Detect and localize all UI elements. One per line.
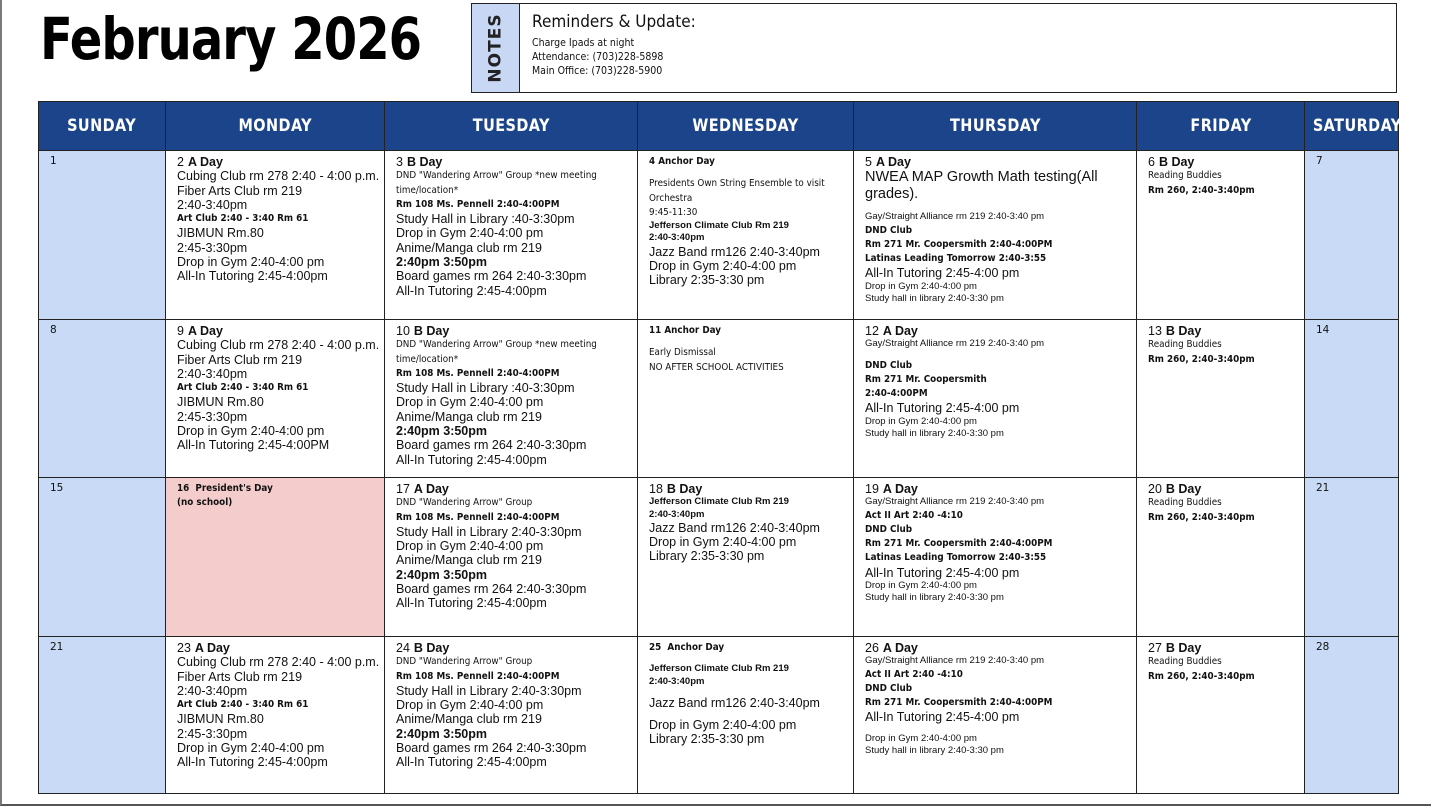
day-cell-tuesday <box>385 151 638 320</box>
day-heading <box>649 324 820 338</box>
day-number: 15 <box>50 482 64 494</box>
event-line: All-In Tutoring 2:45-4:00 pm <box>865 565 1020 580</box>
day-heading <box>1148 641 1294 655</box>
event-line: 2:40pm 3:50pm <box>396 567 488 582</box>
week-row <box>39 320 1399 478</box>
event-line: Reading Buddies <box>1148 339 1222 351</box>
day-cell-friday <box>1137 637 1305 794</box>
weekday-header-thursday: THURSDAY <box>854 102 1137 151</box>
event-line: 2:40pm 3:50pm <box>396 726 488 741</box>
event-line: All-In Tutoring 2:45-4:00pm <box>177 755 328 770</box>
event-line: Study hall in library 2:40-3:30 pm <box>865 592 1004 604</box>
day-cell-thursday <box>854 637 1137 794</box>
day-cell-sunday <box>39 151 166 320</box>
event-line: Anime/Manga club rm 219 <box>396 240 542 255</box>
day-number: 21 <box>1316 482 1330 494</box>
event-line: Gay/Straight Alliance rm 219 2:40-3:40 pm <box>865 211 1045 223</box>
day-heading <box>177 155 374 169</box>
day-cell-saturday <box>1305 320 1399 478</box>
day-type-label: A Day <box>882 482 918 496</box>
notes-heading: Reminders & Update: <box>532 12 696 32</box>
event-line: Study Hall in Library :40-3:30pm <box>396 212 575 227</box>
day-number: 20 <box>1148 482 1162 496</box>
day-type-label: B Day <box>1165 324 1202 338</box>
event-line: Drop in Gym 2:40-4:00 pm <box>865 280 977 292</box>
event-line: Study hall in library 2:40-3:30 pm <box>865 745 1004 757</box>
calendar-title: February 2026 <box>40 5 422 73</box>
event-line: Gay/Straight Alliance rm 219 2:40-3:40 pm <box>865 496 1045 508</box>
event-line: Drop in Gym 2:40-4:00 pm <box>177 424 325 439</box>
event-line: Fiber Arts Club rm 219 <box>177 183 303 198</box>
day-cell-wednesday <box>638 637 854 794</box>
day-heading <box>396 324 627 338</box>
event-line: 2:40-3:40pm <box>649 508 705 520</box>
day-heading <box>649 482 843 496</box>
event-line: Act II Art 2:40 -4:10 <box>865 509 963 521</box>
day-cell-saturday <box>1305 151 1399 320</box>
day-number: 11 <box>649 325 662 336</box>
event-line: Jefferson Climate Club Rm 219 <box>649 496 789 508</box>
weekday-header-monday: MONDAY <box>166 102 385 151</box>
day-number: 3 <box>396 155 403 169</box>
event-line: 2:40-3:40pm <box>177 197 248 212</box>
day-type-label: A Day <box>413 482 449 496</box>
day-cell-monday <box>166 320 385 478</box>
event-line: Fiber Arts Club rm 219 <box>177 669 303 684</box>
day-cell-monday <box>166 478 385 637</box>
event-line: All-In Tutoring 2:45-4:00pm <box>396 755 547 770</box>
event-line: Study Hall in Library 2:40-3:30pm <box>396 524 582 539</box>
day-cell-saturday <box>1305 637 1399 794</box>
event-line: Study hall in library 2:40-3:30 pm <box>865 428 1004 440</box>
event-line: Reading Buddies <box>1148 656 1222 668</box>
day-cell-friday <box>1137 478 1305 637</box>
day-number: 19 <box>865 482 879 496</box>
day-type-label: B Day <box>1165 482 1202 496</box>
event-line: Board games rm 264 2:40-3:30pm <box>396 582 587 597</box>
event-line: Rm 108 Ms. Pennell 2:40-4:00PM <box>396 198 560 210</box>
event-line: All-In Tutoring 2:45-4:00pm <box>396 283 547 298</box>
event-line: DND "Wandering Arrow" Group <box>396 656 533 668</box>
day-number: 8 <box>50 324 57 336</box>
day-heading <box>649 641 820 655</box>
event-line: 2:45-3:30pm <box>177 240 248 255</box>
event-line: Latinas Leading Tomorrow 2:40-3:55 <box>865 552 1047 564</box>
day-heading <box>177 482 350 496</box>
day-type-label: B Day <box>1158 155 1195 169</box>
event-line: 9:45-11:30 <box>649 206 698 218</box>
day-cell-monday <box>166 637 385 794</box>
spacer <box>865 351 1126 359</box>
event-line: Act II Art 2:40 -4:10 <box>865 668 963 680</box>
event-line: NWEA MAP Growth Math testing(All grades). <box>865 169 1098 203</box>
day-type-label: A Day <box>882 324 918 338</box>
event-line: Drop in Gym 2:40-4:00 pm <box>396 226 544 241</box>
weekday-header-sunday: SUNDAY <box>39 102 166 151</box>
day-cell-friday <box>1137 320 1305 478</box>
event-line: 2:40-3:40pm <box>649 675 705 687</box>
spacer <box>865 203 1126 211</box>
event-line: Anime/Manga club rm 219 <box>396 409 542 424</box>
day-type-label: Anchor Day <box>667 642 725 653</box>
day-heading <box>177 641 374 655</box>
event-line: Rm 271 Mr. Coopersmith 2:40-4:00PM <box>865 238 1053 250</box>
day-type-label: B Day <box>1165 641 1202 655</box>
event-line: Board games rm 264 2:40-3:30pm <box>396 269 587 284</box>
event-line: Early Dismissal <box>649 347 716 359</box>
day-cell-wednesday <box>638 478 854 637</box>
day-heading <box>865 482 1126 496</box>
event-line: 2:40pm 3:50pm <box>396 424 488 439</box>
event-line: DND "Wandering Arrow" Group *new meeting <box>396 339 597 351</box>
event-line: DND Club <box>865 224 913 236</box>
day-number: 1 <box>50 155 57 167</box>
day-heading <box>396 641 627 655</box>
event-line: Board games rm 264 2:40-3:30pm <box>396 741 587 756</box>
event-line: Jefferson Climate Club Rm 219 <box>649 220 789 232</box>
weekday-header-friday: FRIDAY <box>1137 102 1305 151</box>
week-row <box>39 151 1399 320</box>
event-line: 2:40-3:40pm <box>177 683 248 698</box>
day-number: 13 <box>1148 324 1162 338</box>
day-number: 21 <box>50 641 64 653</box>
event-line: Rm 108 Ms. Pennell 2:40-4:00PM <box>396 367 560 379</box>
day-cell-wednesday <box>638 320 854 478</box>
day-number: 4 <box>649 156 656 167</box>
day-cell-sunday <box>39 320 166 478</box>
spacer <box>865 725 1126 733</box>
day-cell-saturday <box>1305 478 1399 637</box>
event-line: Art Club 2:40 - 3:40 Rm 61 <box>177 382 309 394</box>
day-cell-friday <box>1137 151 1305 320</box>
day-cell-wednesday <box>638 151 854 320</box>
day-number: 24 <box>396 641 410 655</box>
weekday-header-tuesday: TUESDAY <box>385 102 638 151</box>
event-line: Drop in Gym 2:40-4:00 pm <box>865 580 977 592</box>
event-line: All-In Tutoring 2:45-4:00 pm <box>865 401 1020 416</box>
day-heading <box>865 155 1126 169</box>
event-line: Gay/Straight Alliance rm 219 2:40-3:40 pm <box>865 338 1045 350</box>
spacer <box>649 169 843 177</box>
event-line: DND Club <box>865 682 913 694</box>
event-line: DND "Wandering Arrow" Group *new meeting <box>396 170 597 182</box>
event-line: Cubing Club rm 278 2:40 - 4:00 p.m. <box>177 655 380 670</box>
event-line: Cubing Club rm 278 2:40 - 4:00 p.m. <box>177 169 380 184</box>
event-line: Drop in Gym 2:40-4:00 pm <box>865 415 977 427</box>
event-line: Drop in Gym 2:40-4:00 pm <box>865 732 977 744</box>
event-line: JIBMUN Rm.80 <box>177 395 264 410</box>
day-number: 16 <box>177 483 190 494</box>
day-number: 14 <box>1316 324 1330 336</box>
event-line: All-In Tutoring 2:45-4:00pm <box>177 269 328 284</box>
day-number: 10 <box>396 324 410 338</box>
day-cell-sunday <box>39 637 166 794</box>
day-heading <box>1148 155 1294 169</box>
day-heading <box>177 324 374 338</box>
day-number: 27 <box>1148 641 1162 655</box>
event-line: Rm 260, 2:40-3:40pm <box>1148 353 1255 365</box>
spacer <box>649 688 843 696</box>
event-line: Anime/Manga club rm 219 <box>396 553 542 568</box>
event-line: Fiber Arts Club rm 219 <box>177 352 303 367</box>
notes-tab-label: NOTES <box>485 13 506 83</box>
event-line: 2:40pm 3:50pm <box>396 255 488 270</box>
event-line: Drop in Gym 2:40-4:00 pm <box>177 255 325 270</box>
event-line: 2:40-3:40pm <box>177 366 248 381</box>
day-number: 23 <box>177 641 191 655</box>
event-line: Rm 260, 2:40-3:40pm <box>1148 670 1255 682</box>
event-line: Drop in Gym 2:40-4:00 pm <box>649 718 797 733</box>
weekday-header-row <box>39 102 1399 151</box>
spacer <box>649 338 843 346</box>
event-line: Drop in Gym 2:40-4:00 pm <box>396 698 544 713</box>
event-line: Study hall in library 2:40-3:30 pm <box>865 293 1004 305</box>
event-line: 2:40-4:00PM <box>865 388 928 400</box>
notes-box <box>471 3 1397 93</box>
day-type-label: B Day <box>413 641 450 655</box>
event-line: Rm 108 Ms. Pennell 2:40-4:00PM <box>396 670 560 682</box>
notes-line: Charge Ipads at night <box>532 37 635 49</box>
day-cell-monday <box>166 151 385 320</box>
day-type-label: Anchor Day <box>658 156 715 167</box>
event-line: Rm 260, 2:40-3:40pm <box>1148 511 1255 523</box>
event-line: All-In Tutoring 2:45-4:00pm <box>396 452 547 467</box>
day-cell-thursday <box>854 151 1137 320</box>
event-line: JIBMUN Rm.80 <box>177 712 264 727</box>
day-type-label: B Day <box>666 482 703 496</box>
day-cell-thursday <box>854 478 1137 637</box>
spacer <box>649 655 843 663</box>
weekday-header-saturday: SATURDAY <box>1305 102 1399 151</box>
day-type-label: Anchor Day <box>664 325 722 336</box>
day-number: 6 <box>1148 155 1155 169</box>
day-heading <box>396 155 627 169</box>
day-cell-thursday <box>854 320 1137 478</box>
day-type-label: A Day <box>187 155 223 169</box>
event-line: Library 2:35-3:30 pm <box>649 273 765 288</box>
event-line: 2:40-3:40pm <box>649 232 705 244</box>
day-heading <box>396 482 627 496</box>
day-type-label: B Day <box>406 155 443 169</box>
day-number: 7 <box>1316 155 1323 167</box>
week-row <box>39 637 1399 794</box>
day-number: 2 <box>177 155 184 169</box>
event-line: Drop in Gym 2:40-4:00 pm <box>649 259 797 274</box>
event-line: Library 2:35-3:30 pm <box>649 732 765 747</box>
day-heading <box>865 324 1126 338</box>
event-line: Latinas Leading Tomorrow 2:40-3:55 <box>865 253 1047 265</box>
day-type-label: B Day <box>413 324 450 338</box>
event-line: time/location* <box>396 184 459 196</box>
event-line: Presidents Own String Ensemble to visit <box>649 178 825 190</box>
day-cell-tuesday <box>385 637 638 794</box>
event-line: Jazz Band rm126 2:40-3:40pm <box>649 695 820 710</box>
event-line: Jazz Band rm126 2:40-3:40pm <box>649 520 820 535</box>
notes-content <box>532 12 714 78</box>
day-number: 26 <box>865 641 879 655</box>
weekday-header-wednesday: WEDNESDAY <box>638 102 854 151</box>
event-line: Library 2:35-3:30 pm <box>649 549 765 564</box>
week-row <box>39 478 1399 637</box>
day-cell-tuesday <box>385 478 638 637</box>
event-line: NO AFTER SCHOOL ACTIVITIES <box>649 361 784 373</box>
day-type-label: A Day <box>194 641 230 655</box>
day-number: 12 <box>865 324 879 338</box>
day-heading <box>1148 324 1294 338</box>
notes-tab <box>472 4 520 92</box>
event-line: Rm 260, 2:40-3:40pm <box>1148 184 1255 196</box>
day-type-label: President's Day <box>195 483 273 494</box>
event-line: All-In Tutoring 2:45-4:00pm <box>396 596 547 611</box>
day-type-label: A Day <box>187 324 223 338</box>
day-number: 25 <box>649 642 662 653</box>
event-line: Jefferson Climate Club Rm 219 <box>649 663 789 675</box>
event-line: Art Club 2:40 - 3:40 Rm 61 <box>177 213 309 225</box>
event-line: Reading Buddies <box>1148 170 1222 182</box>
event-line: Orchestra <box>649 192 693 204</box>
event-line: Anime/Manga club rm 219 <box>396 712 542 727</box>
event-line: Cubing Club rm 278 2:40 - 4:00 p.m. <box>177 338 380 353</box>
event-line: All-In Tutoring 2:45-4:00 pm <box>865 266 1020 281</box>
calendar-grid <box>38 101 1402 794</box>
event-line: Drop in Gym 2:40-4:00 pm <box>396 539 544 554</box>
event-line: Drop in Gym 2:40-4:00 pm <box>649 535 797 550</box>
event-line: Gay/Straight Alliance rm 219 2:40-3:40 pm <box>865 655 1045 667</box>
event-line: Study Hall in Library 2:40-3:30pm <box>396 683 582 698</box>
notes-line: Attendance: (703)228-5898 <box>532 51 664 63</box>
event-line: DND Club <box>865 359 913 371</box>
day-number: 28 <box>1316 641 1330 653</box>
event-line: DND "Wandering Arrow" Group <box>396 497 533 509</box>
day-heading <box>649 155 820 169</box>
day-number: 18 <box>649 482 663 496</box>
event-line: 2:45-3:30pm <box>177 726 248 741</box>
day-number: 9 <box>177 324 184 338</box>
event-line: All-In Tutoring 2:45-4:00 pm <box>865 710 1020 725</box>
event-line: Rm 271 Mr. Coopersmith <box>865 373 987 385</box>
day-cell-tuesday <box>385 320 638 478</box>
event-line: Rm 271 Mr. Coopersmith 2:40-4:00PM <box>865 697 1053 709</box>
event-line: DND Club <box>865 523 913 535</box>
event-line: JIBMUN Rm.80 <box>177 226 264 241</box>
day-number: 5 <box>865 155 872 169</box>
spacer <box>649 710 843 718</box>
day-heading <box>1148 482 1294 496</box>
event-line: Rm 271 Mr. Coopersmith 2:40-4:00PM <box>865 538 1053 550</box>
event-line: Board games rm 264 2:40-3:30pm <box>396 438 587 453</box>
event-line: Drop in Gym 2:40-4:00 pm <box>396 395 544 410</box>
event-line: Drop in Gym 2:40-4:00 pm <box>177 741 325 756</box>
day-type-label: A Day <box>875 155 911 169</box>
event-line: Jazz Band rm126 2:40-3:40pm <box>649 244 820 259</box>
day-cell-sunday <box>39 478 166 637</box>
event-line: All-In Tutoring 2:45-4:00PM <box>177 438 330 453</box>
day-type-label: A Day <box>882 641 918 655</box>
notes-line: Main Office: (703)228-5900 <box>532 65 663 77</box>
day-heading <box>865 641 1126 655</box>
event-line: time/location* <box>396 353 459 365</box>
event-line: Art Club 2:40 - 3:40 Rm 61 <box>177 699 309 711</box>
event-line: (no school) <box>177 497 233 509</box>
event-line: Rm 108 Ms. Pennell 2:40-4:00PM <box>396 511 560 523</box>
event-line: Reading Buddies <box>1148 497 1222 509</box>
day-number: 17 <box>396 482 410 496</box>
event-line: Study Hall in Library :40-3:30pm <box>396 381 575 396</box>
event-line: 2:45-3:30pm <box>177 409 248 424</box>
